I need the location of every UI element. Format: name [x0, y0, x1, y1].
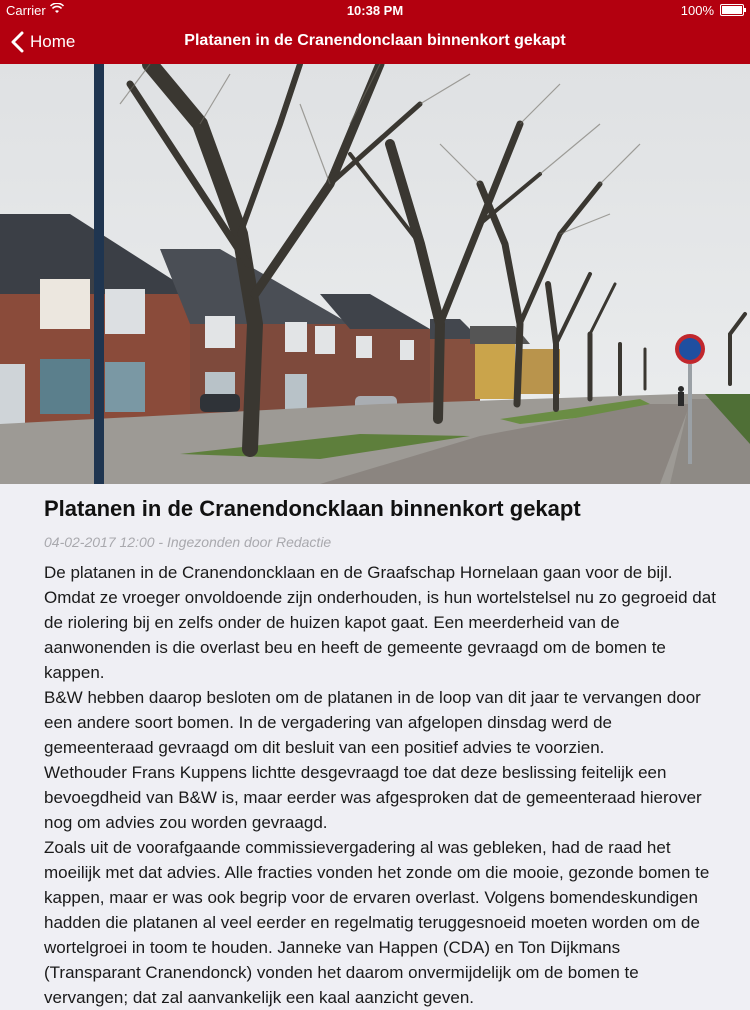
article-paragraph: B&W hebben daarop besloten om de platanen in de loop van dit jaar te vervangen door een andere soort bomen. In de vergadering van afgelopen dinsdag werd de gemeenteraad gevraagd om dit besluit van een positief advies te voorzien.: [44, 688, 701, 757]
nav-title: Platanen in de Cranendonclaan binnenkort gekapt: [184, 32, 566, 49]
article-content: [44, 494, 716, 1010]
battery-icon: [720, 4, 744, 16]
article-paragraph: Wethouder Frans Kuppens lichtte desgevraagd toe dat deze beslissing feitelijk een bevoegdheid van B&W is, maar eerder was afgesproken dat de gemeenteraad hierover nog om advies zou worden gevraagd.: [44, 763, 702, 832]
article-headline: Platanen in de Cranendoncklaan binnenkort gekapt: [44, 496, 581, 521]
battery-label: 100%: [680, 3, 714, 18]
article-photo: [0, 64, 750, 484]
status-bar: [0, 0, 750, 20]
navigation-bar: [0, 20, 750, 64]
article-meta: 04-02-2017 12:00 - Ingezonden door Redactie: [44, 534, 332, 550]
clock: 10:38 PM: [346, 3, 404, 18]
back-button-label: Home: [30, 32, 76, 51]
article-paragraph: De platanen in de Cranendoncklaan en de Graafschap Hornelaan gaan voor de bijl. Omdat ze vroeger onvoldoende zijn onderhouden, is hun wortelstelsel nu zo gegroeid dat de riolering bij en zelfs onder de huizen kapot gaat. Een meerderheid van de aanwonenden is die overlast beu en heeft de gemeente gevraagd om de bomen te kappen.: [44, 563, 716, 682]
article-paragraph: Zoals uit de voorafgaande commissievergadering al was gebleken, had de raad het moeilijk met dat advies. Alle fracties vonden het zonde om die mooie, gezonde bomen te kappen, maar er was ook begrip voor de ervaren overlast. Volgens bomendeskundigen hadden die platanen al veel eerder en regelmatig teruggesnoeid moeten worden om de wortelgroei in toom te houden. Janneke van Happen (CDA) en Ton Dijkmans (Transparant Cranendonck) vonden het daarom onvermijdelijk om de bomen te vervangen; dat zal aanvankelijk een kaal aanzicht geven.: [44, 838, 710, 1007]
carrier-label: Carrier: [6, 3, 46, 18]
article-body: [44, 560, 716, 1010]
